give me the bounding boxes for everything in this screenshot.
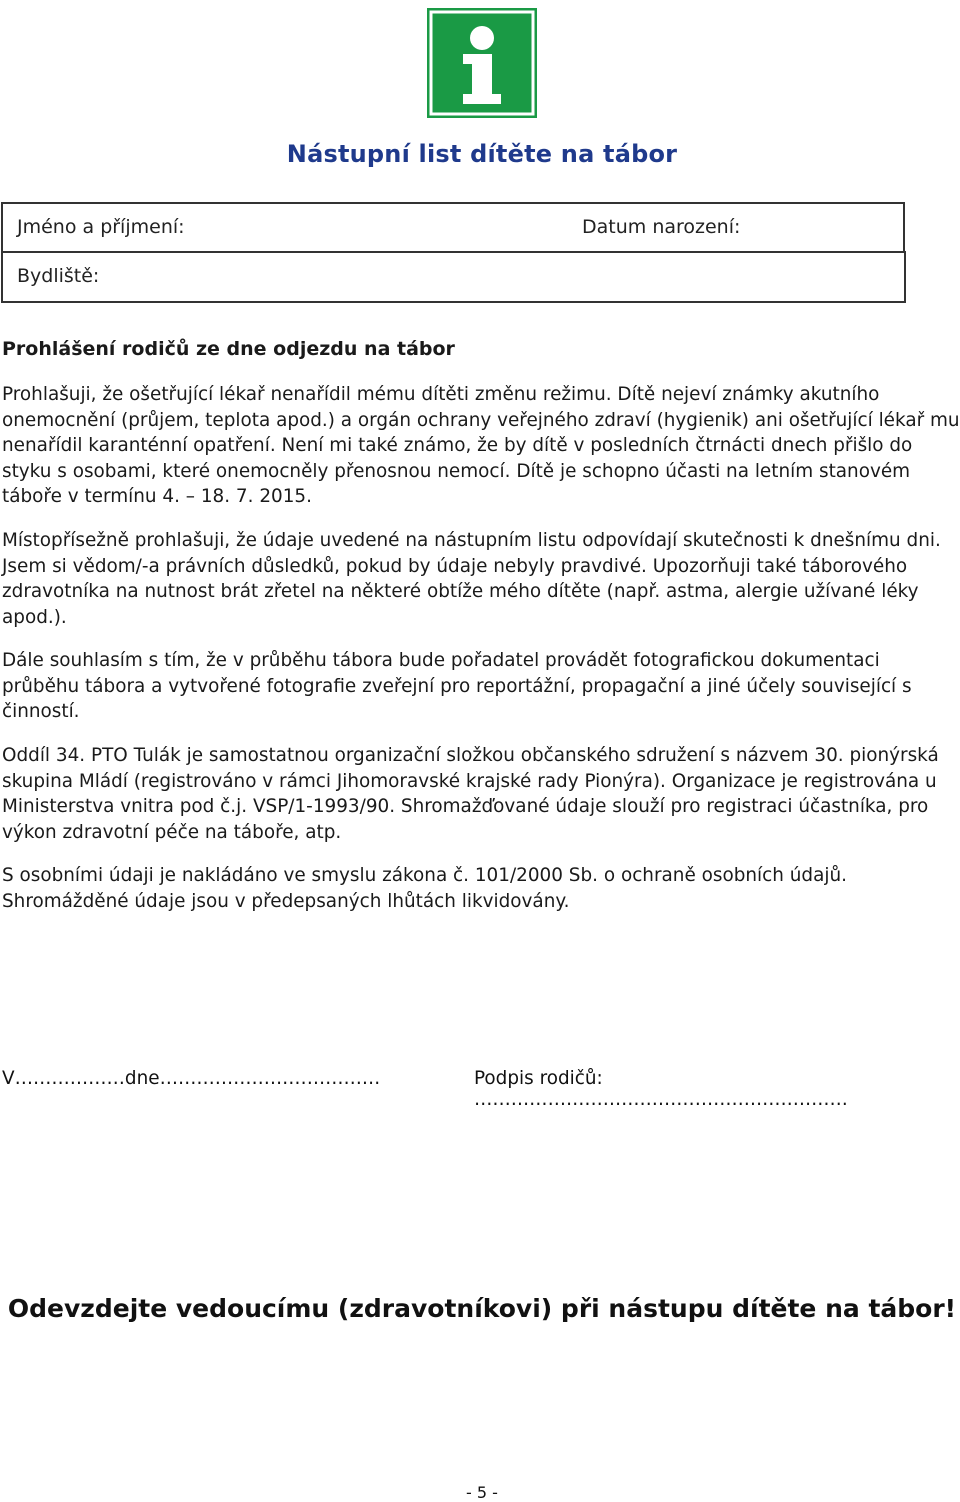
info-logo — [427, 8, 537, 118]
address-label: Bydliště: — [17, 265, 100, 287]
declaration-paragraph: Prohlašuji, že ošetřující lékař nenařídil mému dítěti změnu režimu. Dítě nejeví známky akutního onemocnění (průjem, teplota apod.) a orgán ochrany veřejného zdraví (hygienik) ani ošetřující lékař mu nenařídil karanténní opatření. Není mi také známo, že by dítě v posledních čtrnácti dnech přišlo do styku s osobami, které onemocněly přenosnou nemocí. Dítě je schopno účasti na letním stanovém táboře v termínu 4. – 18. 7. 2015. — [2, 384, 960, 507]
form-row-name — [1, 202, 905, 252]
consent-paragraph: Dále souhlasím s tím, že v průběhu tábora bude pořadatel provádět fotografickou dokumentaci průběhu tábora a vytvořené fotografie zveřejní pro reportážní, propagační a jiné účely související s činností. — [2, 650, 912, 722]
place-date-signature-line: V………………dne……………………………… — [2, 1068, 381, 1089]
organization-paragraph: Oddíl 34. PTO Tulák je samostatnou organizační složkou občanského sdružení s názvem 30. pionýrská skupina Mládí (registrováno v rámci Jihomoravské krajské rady Pionýra). Organizace je registrována u Ministerstva vnitra pod č.j. VSP/1-1993/90. Shromažďované údaje slouží pro registraci účastníka, pro výkon zdravotní péče na táboře, atp. — [2, 745, 939, 843]
page-title: Nástupní list dítěte na tábor — [286, 140, 678, 168]
name-label: Jméno a příjmení: — [17, 216, 185, 238]
declaration-paragraph: Místopřísežně prohlašuji, že údaje uvedené na nástupním listu odpovídají skutečnosti k dnešnímu dni. Jsem si vědom/-a právních důsledků, pokud by údaje nebyly pravdivé. Upozorňuji také táborového zdravotníka na nutnost brát zřetel na některé obtíže mého dítěte (např. astma, alergie užívané léky apod.). — [2, 530, 941, 628]
page-number: - 5 - — [466, 1483, 498, 1502]
submit-instruction: Odevzdejte vedoucímu (zdravotníkovi) při nástupu dítěte na tábor! — [7, 1294, 957, 1323]
child-info-form — [1, 202, 904, 302]
declaration-heading: Prohlášení rodičů ze dne odjezdu na tábor — [2, 338, 455, 360]
info-icon — [427, 8, 537, 118]
parents-signature-line: Podpis rodičů: ……………………………………………………. — [474, 1068, 848, 1110]
privacy-paragraph: S osobními údaji je nakládáno ve smyslu zákona č. 101/2000 Sb. o ochraně osobních údajů. Shromážděné údaje jsou v předepsaných lhůtách likvidovány. — [2, 865, 847, 912]
birth-date-label: Datum narození: — [582, 216, 741, 238]
form-row-address — [1, 251, 906, 303]
